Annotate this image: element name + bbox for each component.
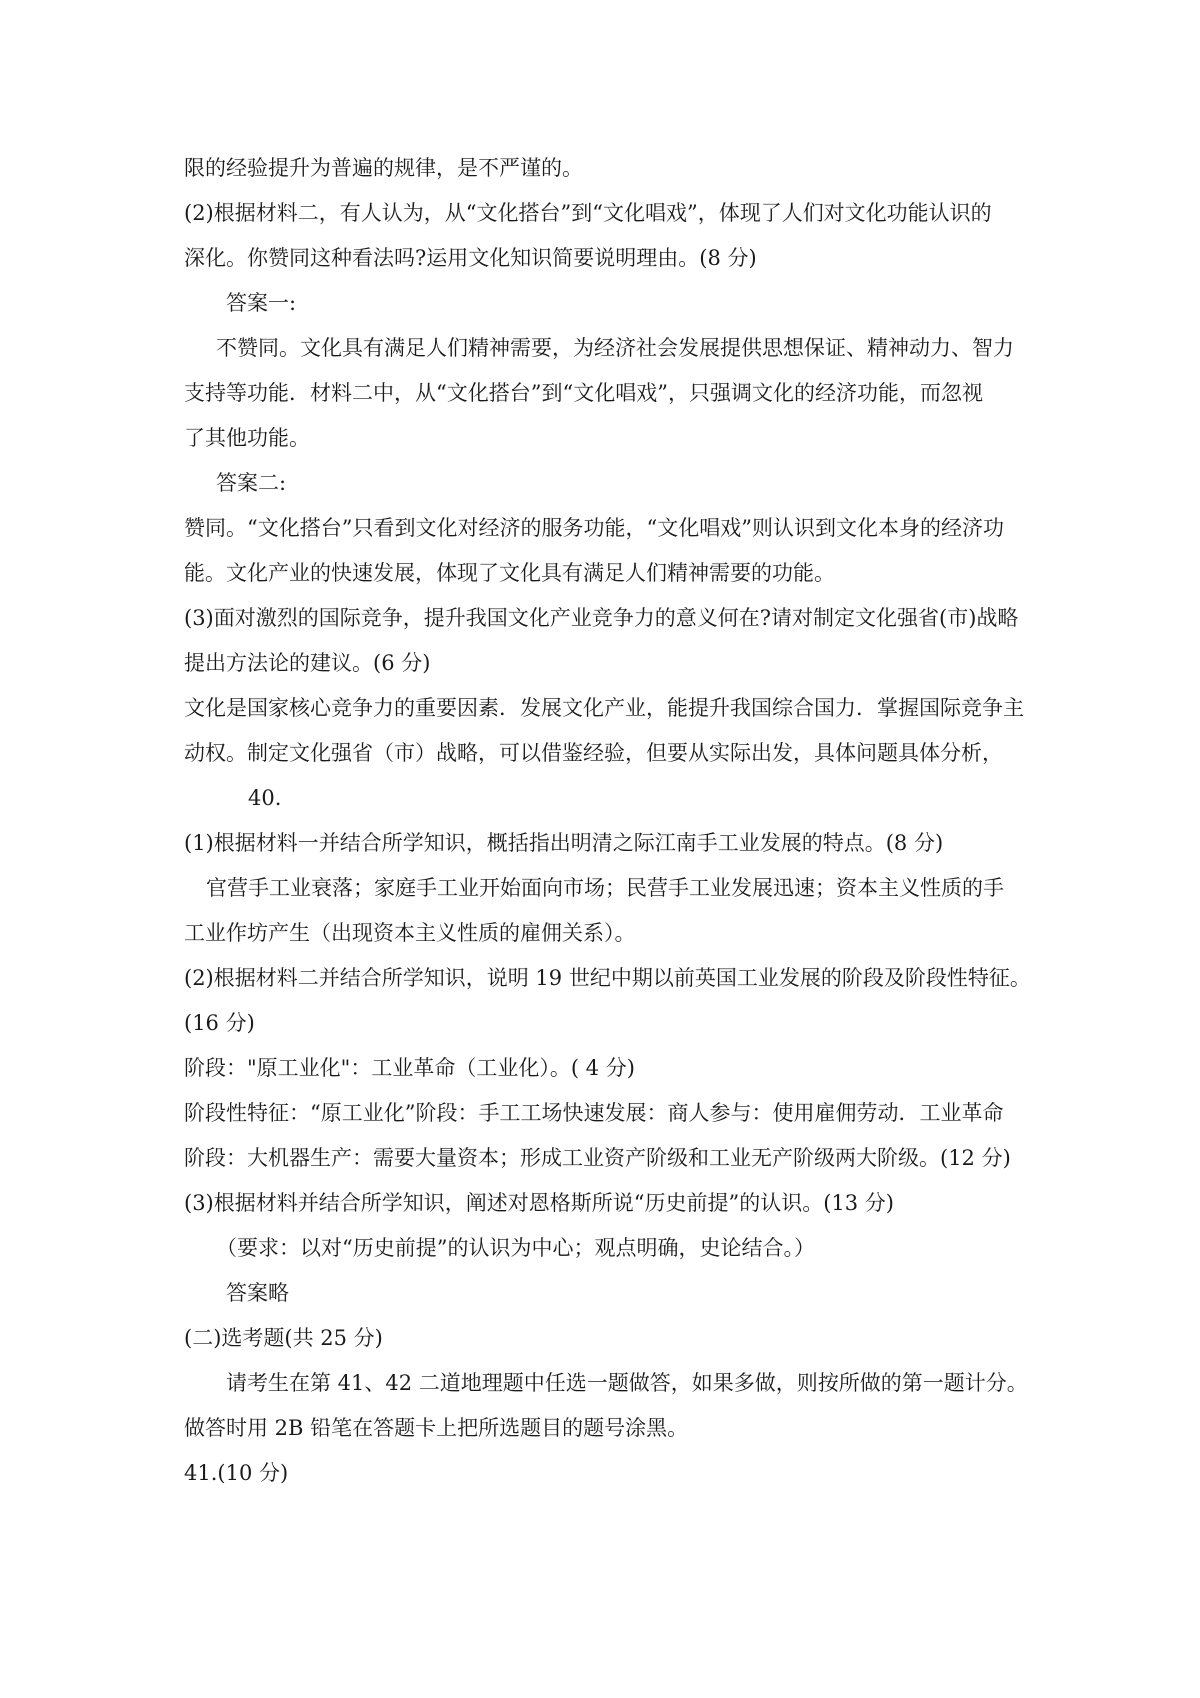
text-line: 阶段性特征：“原工业化”阶段：手工工场快速发展：商人参与：使用雇佣劳动．工业革命 [184, 1101, 1004, 1125]
text-line: 不赞同。文化具有满足人们精神需要，为经济社会发展提供思想保证、精神动力、智力 [216, 336, 1014, 360]
text-line: 限的经验提升为普遍的规律，是不严谨的。 [184, 156, 583, 180]
answer-omitted: 答案略 [226, 1281, 289, 1305]
text-line: 深化。你赞同这种看法吗?运用文化知识简要说明理由。(8 分) [184, 246, 757, 270]
question-number-41: 41.(10 分) [184, 1461, 289, 1485]
instruction-text: 请考生在第 41、42 二道地理题中任选一题做答，如果多做，则按所做的第一题计分。 [226, 1371, 1028, 1395]
text-line: 能。文化产业的快速发展，体现了文化具有满足人们精神需要的功能。 [184, 561, 835, 585]
text-line: 提出方法论的建议。(6 分) [184, 651, 431, 675]
question-40-1-prompt: (1)根据材料一并结合所学知识，概括指出明清之际江南手工业发展的特点。(8 分) [184, 831, 944, 855]
text-line: 阶段：大机器生产：需要大量资本；形成工业资产阶级和工业无产阶级两大阶级。(12 分) [184, 1146, 1011, 1170]
answer-two-heading: 答案二: [216, 471, 287, 495]
text-line: 做答时用 2B 铅笔在答题卡上把所选题目的题号涂黑。 [184, 1416, 689, 1440]
question-40-2-prompt: (2)根据材料二并结合所学知识，说明 19 世纪中期以前英国工业发展的阶段及阶段性特征。 [184, 966, 1031, 990]
text-line: (16 分) [184, 1011, 255, 1035]
text-line: 支持等功能．材料二中，从“文化搭台”到“文化唱戏”，只强调文化的经济功能，而忽视 [184, 381, 983, 405]
answer-one-heading: 答案一: [226, 291, 297, 315]
text-line: 赞同。“文化搭台”只看到文化对经济的服务功能，“文化唱戏”则认识到文化本身的经济功 [184, 516, 1004, 540]
text-line: 文化是国家核心竞争力的重要因素．发展文化产业，能提升我国综合国力．掌握国际竞争主 [184, 696, 1024, 720]
text-line: 了其他功能。 [184, 426, 310, 450]
text-line: 阶段："原工业化"：工业革命（工业化）。( 4 分) [184, 1056, 635, 1080]
text-line: 官营手工业衰落；家庭手工业开始面向市场；民营手工业发展迅速；资本主义性质的手 [206, 876, 1004, 900]
text-line: 动权。制定文化强省（市）战略，可以借鉴经验，但要从实际出发，具体问题具体分析， [184, 741, 1003, 765]
question-2-prompt: (2)根据材料二，有人认为，从“文化搭台”到“文化唱戏”，体现了人们对文化功能认识的 [184, 201, 992, 225]
question-3-prompt: (3)面对激烈的国际竞争，提升我国文化产业竞争力的意义何在?请对制定文化强省(市)战略 [184, 606, 1019, 630]
section-heading-elective: (二)选考题(共 25 分) [184, 1326, 383, 1350]
question-number-40: 40. [248, 786, 282, 810]
requirement-note: （要求：以对“历史前提”的认识为中心；观点明确，史论结合。） [216, 1236, 815, 1260]
text-line: 工业作坊产生（出现资本主义性质的雇佣关系）。 [184, 921, 636, 945]
question-40-3-prompt: (3)根据材料并结合所学知识，阐述对恩格斯所说“历史前提”的认识。(13 分) [184, 1191, 894, 1215]
